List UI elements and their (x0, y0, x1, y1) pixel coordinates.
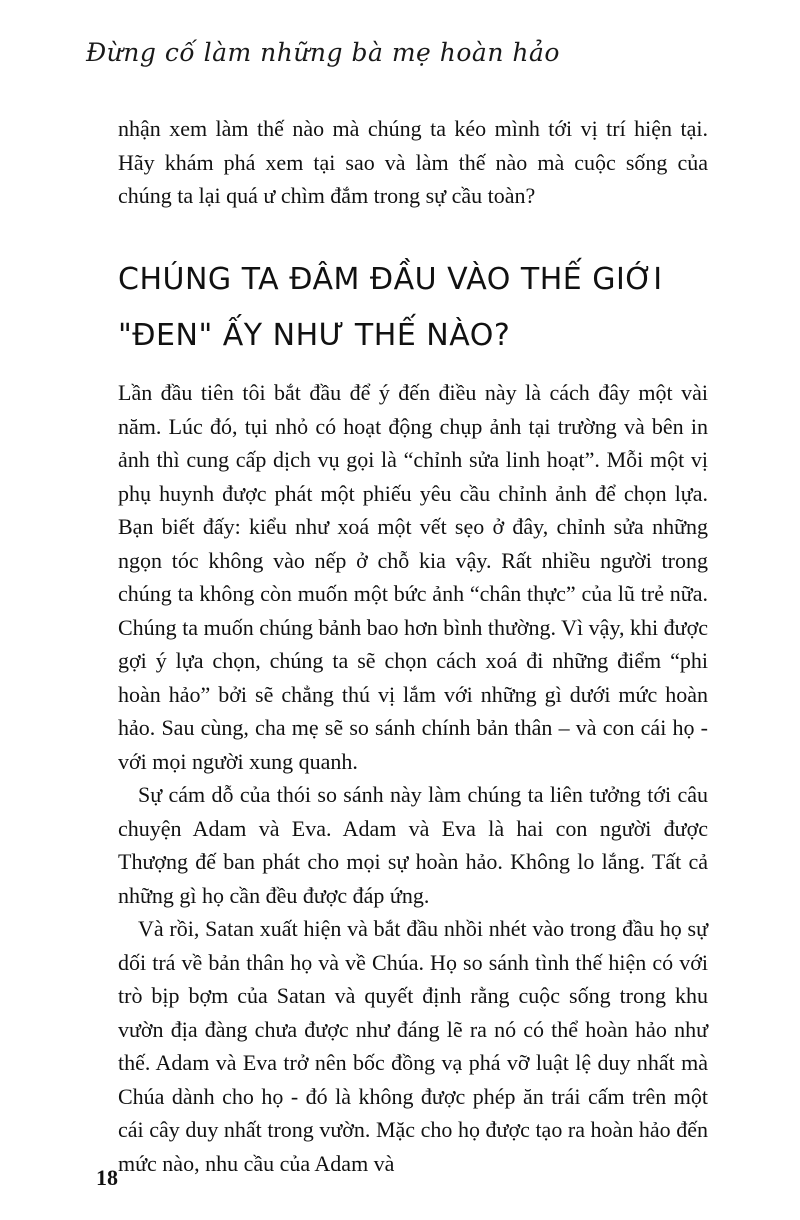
paragraph-1: Lần đầu tiên tôi bắt đầu để ý đến điều này là cách đây một vài năm. Lúc đó, tụi nhỏ có hoạt động chụp ảnh tại trường và bên in ảnh thì cung cấp dịch vụ gọi là “chỉnh sửa linh hoạt”. Mỗi một vị phụ huynh được phát một phiếu yêu cầu chỉnh ảnh để chọn lựa. Bạn biết đấy: kiểu như xoá một vết sẹo ở đây, chỉnh sửa những ngọn tóc không vào nếp ở chỗ kia vậy. Rất nhiều người trong chúng ta không còn muốn một bức ảnh “chân thực” của lũ trẻ nữa. Chúng ta muốn chúng bảnh bao hơn bình thường. Vì vậy, khi được gợi ý lựa chọn, chúng ta sẽ chọn cách xoá đi những điểm “phi hoàn hảo” bởi sẽ chẳng thú vị lắm với những gì dưới mức hoàn hảo. Sau cùng, cha mẹ sẽ so sánh chính bản thân – và con cái họ - với mọi người xung quanh. (118, 380, 708, 774)
page-number: 18 (96, 1165, 118, 1190)
paragraph-3: Và rồi, Satan xuất hiện và bắt đầu nhồi nhét vào trong đầu họ sự dối trá về bản thân họ và về Chúa. Họ so sánh tình thế hiện có với trò bịp bợm của Satan và quyết định rằng cuộc sống trong khu vườn địa đàng chưa được như đáng lẽ ra nó có thể hoàn hảo như thế. Adam và Eva trở nên bốc đồng vạ phá vỡ luật lệ duy nhất mà Chúa dành cho họ - đó là không được phép ăn trái cấm trên một cái cây duy nhất trong vườn. Mặc cho họ được tạo ra hoàn hảo đến mức nào, nhu cầu của Adam và (118, 916, 708, 1176)
intro-text (118, 112, 708, 213)
running-header: Đừng cố làm những bà mẹ hoàn hảo (86, 38, 560, 67)
paragraph-2: Sự cám dỗ của thói so sánh này làm chúng ta liên tưởng tới câu chuyện Adam và Eva. Adam và Eva là hai con người được Thượng đế ban phát cho mọi sự hoàn hảo. Không lo lắng. Tất cả những gì họ cần đều được đáp ứng. (118, 782, 708, 908)
section-heading: CHÚNG TA ĐÂM ĐẦU VÀO THẾ GIỚI "ĐEN" ẤY NHƯ THẾ NÀO? (118, 262, 663, 353)
body-text (118, 376, 708, 1180)
intro-paragraph: nhận xem làm thế nào mà chúng ta kéo mình tới vị trí hiện tại. Hãy khám phá xem tại sao và làm thế nào mà cuộc sống của chúng ta lại quá ư chìm đắm trong sự cầu toàn? (118, 116, 708, 208)
